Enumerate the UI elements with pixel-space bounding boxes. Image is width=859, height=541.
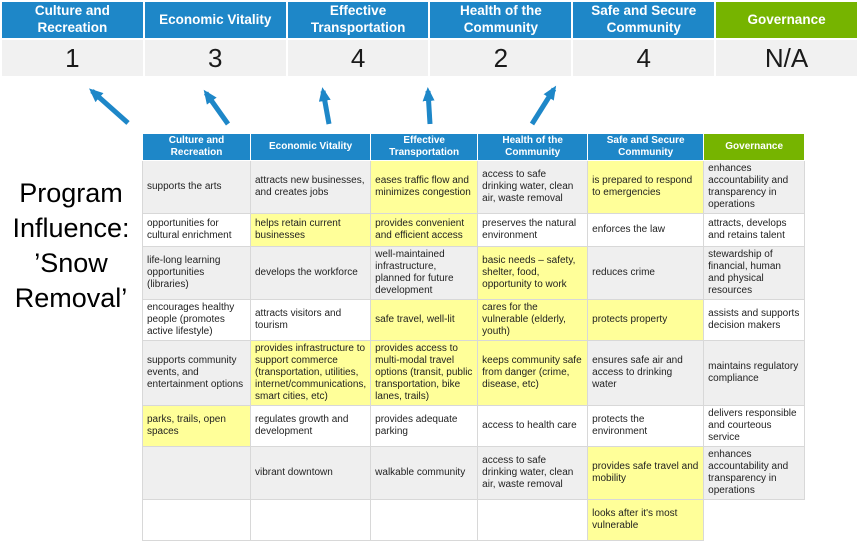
matrix-cell: eases traffic flow and minimizes congestion [371,161,478,214]
matrix-cell: walkable community [371,447,478,500]
matrix-cell: stewardship of financial, human and physical resources [704,247,805,300]
matrix-cell: opportunities for cultural enrichment [143,214,251,247]
matrix-header-governance: Governance [704,134,805,161]
matrix-row [143,247,805,300]
matrix-row [143,214,805,247]
matrix-cell: reduces crime [588,247,704,300]
matrix-cell: access to safe drinking water, clean air, waste removal [478,161,588,214]
up-arrow-icon [206,93,228,124]
up-arrow-icon [92,91,128,123]
matrix-cell: provides access to multi-modal travel options (transit, public transportation, bike lanes, trails) [371,341,478,406]
matrix-cell: enforces the law [588,214,704,247]
matrix-cell: is prepared to respond to emergencies [588,161,704,214]
matrix-cell [251,500,371,541]
matrix-row [143,341,805,406]
matrix-cell: provides safe travel and mobility [588,447,704,500]
matrix-cell [143,447,251,500]
matrix-header-economic-vitality: Economic Vitality [251,134,371,161]
matrix-cell: supports the arts [143,161,251,214]
matrix-cell: access to health care [478,406,588,447]
summary-col-health-of-the-community [430,2,571,76]
summary-col-governance [716,2,857,76]
matrix-cell: ensures safe air and access to drinking water [588,341,704,406]
matrix-row [143,161,805,214]
summary-value-economic-vitality: 3 [145,40,286,76]
summary-header-economic-vitality: Economic Vitality [145,2,286,38]
summary-header-effective-transportation: Effective Transportation [288,2,429,38]
matrix-header-health-of-the-community: Health of the Community [478,134,588,161]
program-influence-label: Program Influence: ’Snow Removal’ [12,178,130,314]
matrix-cell: protects the environment [588,406,704,447]
summary-header-health-of-the-community: Health of the Community [430,2,571,38]
summary-col-economic-vitality [145,2,286,76]
matrix-header-effective-transportation: Effective Transportation [371,134,478,161]
influence-matrix-table [142,133,805,541]
matrix-cell: life-long learning opportunities (libraries) [143,247,251,300]
up-arrow-icon [532,89,554,124]
matrix-cell: provides convenient and efficient access [371,214,478,247]
summary-header-culture-and-recreation: Culture and Recreation [2,2,143,38]
matrix-row [143,406,805,447]
matrix-cell: provides adequate parking [371,406,478,447]
up-arrow-icon [323,91,329,124]
matrix-cell: assists and supports decision makers [704,300,805,341]
matrix-cell: safe travel, well-lit [371,300,478,341]
matrix-cell: attracts new businesses, and creates jobs [251,161,371,214]
matrix-cell [704,500,805,541]
summary-col-culture-and-recreation [2,2,143,76]
matrix-cell: enhances accountability and transparency in operations [704,161,805,214]
matrix-cell: protects property [588,300,704,341]
summary-value-health-of-the-community: 2 [430,40,571,76]
matrix-cell [143,500,251,541]
matrix-cell: encourages healthy people (promotes active lifestyle) [143,300,251,341]
matrix-cell: access to safe drinking water, clean air, waste removal [478,447,588,500]
summary-header-safe-and-secure-community: Safe and Secure Community [573,2,714,38]
matrix-cell [478,500,588,541]
summary-col-effective-transportation [288,2,429,76]
matrix-cell: enhances accountability and transparency in operations [704,447,805,500]
influence-arrows [0,78,859,130]
matrix-cell: regulates growth and development [251,406,371,447]
summary-col-safe-and-secure-community [573,2,714,76]
priority-summary [2,2,857,76]
matrix-cell: helps retain current businesses [251,214,371,247]
matrix-cell: develops the workforce [251,247,371,300]
summary-value-culture-and-recreation: 1 [2,40,143,76]
matrix-header-safe-and-secure-community: Safe and Secure Community [588,134,704,161]
matrix-cell: attracts visitors and tourism [251,300,371,341]
matrix-cell: cares for the vulnerable (elderly, youth) [478,300,588,341]
matrix-cell: vibrant downtown [251,447,371,500]
matrix-cell: well-maintained infrastructure, planned for future development [371,247,478,300]
up-arrow-icon [428,91,430,124]
matrix-header-row [143,134,805,161]
matrix-row [143,447,805,500]
matrix-row [143,500,805,541]
matrix-cell: looks after it's most vulnerable [588,500,704,541]
matrix-cell: delivers responsible and courteous service [704,406,805,447]
matrix-cell: provides infrastructure to support commerce (transportation, utilities, internet/communications, smart cities, etc) [251,341,371,406]
matrix-cell [371,500,478,541]
summary-value-effective-transportation: 4 [288,40,429,76]
matrix-cell: maintains regulatory compliance [704,341,805,406]
matrix-cell: preserves the natural environment [478,214,588,247]
matrix-row [143,300,805,341]
matrix-cell: supports community events, and entertainment options [143,341,251,406]
summary-value-safe-and-secure-community: 4 [573,40,714,76]
matrix-header-culture-and-recreation: Culture and Recreation [143,134,251,161]
summary-header-governance: Governance [716,2,857,38]
matrix-cell: parks, trails, open spaces [143,406,251,447]
matrix-cell: basic needs – safety, shelter, food, opportunity to work [478,247,588,300]
matrix-cell: attracts, develops and retains talent [704,214,805,247]
matrix-cell: keeps community safe from danger (crime, disease, etc) [478,341,588,406]
summary-value-governance: N/A [716,40,857,76]
